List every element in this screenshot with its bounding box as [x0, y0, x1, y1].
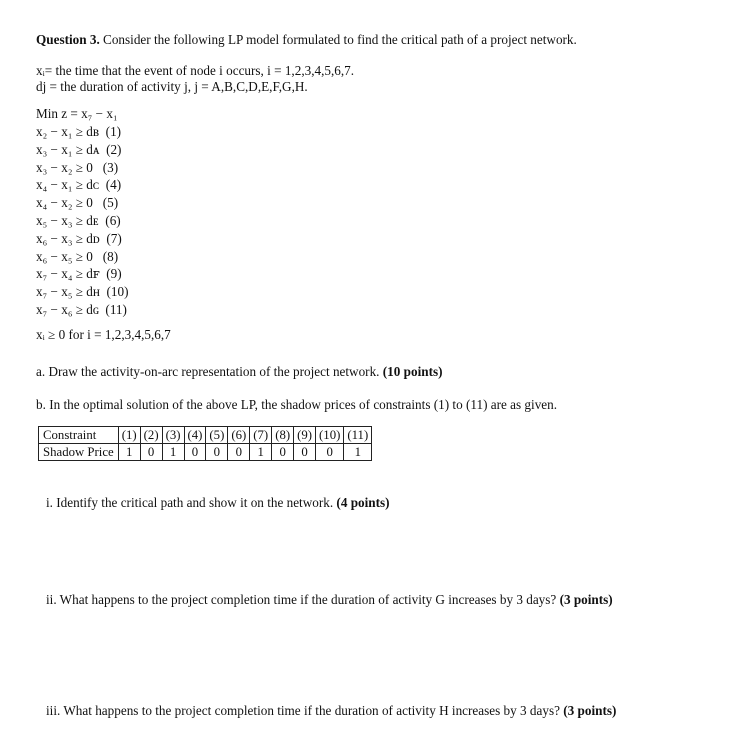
table-cell: (7): [250, 427, 272, 444]
part-a-points: (10 points): [382, 364, 443, 379]
constraint-row: [36, 248, 118, 265]
shadow-price-table: [38, 426, 372, 461]
constraint-row: [36, 265, 122, 282]
table-header-row: [39, 427, 372, 444]
table-cell: (3): [162, 427, 184, 444]
question-heading: [36, 32, 577, 48]
part-a-text: a. Draw the activity-on-arc representation of the project network.: [36, 364, 380, 379]
constraint-row: [36, 301, 127, 318]
table-cell: (6): [228, 427, 250, 444]
sub-question-text: ii. What happens to the project completion time if the duration of activity G increases by 3 days?: [46, 592, 557, 607]
table-cell: 0: [272, 444, 294, 461]
constraint-num: (11): [105, 302, 127, 317]
table-cell: (5): [206, 427, 228, 444]
constraint-expr: x₄ − x₁ ≥ dᴄ: [36, 177, 100, 192]
constraint-expr: x₇ − x₄ ≥ dꜰ: [36, 266, 100, 281]
constraint-expr: x₂ − x₁ ≥ dʙ: [36, 124, 100, 139]
constraint-expr: x₃ − x₂ ≥ 0: [36, 160, 93, 175]
table-cell: 0: [228, 444, 250, 461]
table-cell: 0: [294, 444, 316, 461]
sub-question-text: i. Identify the critical path and show it on the network.: [46, 495, 334, 510]
table-cell: (9): [294, 427, 316, 444]
question-label: Question 3.: [36, 32, 100, 47]
constraint-row: [36, 141, 121, 158]
constraint-row: [36, 123, 121, 140]
constraint-row: [36, 159, 118, 176]
table-cell: (2): [140, 427, 162, 444]
constraint-expr: x₇ − x₆ ≥ dɢ: [36, 302, 99, 317]
constraint-num: (1): [105, 124, 122, 139]
constraint-row: [36, 212, 121, 229]
definition-x: xᵢ= the time that the event of node i occurs, i = 1,2,3,4,5,6,7.: [36, 63, 355, 78]
constraint-num: (10): [106, 284, 129, 299]
table-cell: Constraint: [39, 427, 119, 444]
table-value-row: [39, 444, 372, 461]
constraint-row: [36, 176, 121, 193]
sub-question-text: iii. What happens to the project completion time if the duration of activity H increases by 3 days?: [46, 703, 560, 718]
constraint-row: [36, 230, 122, 247]
table-cell: 1: [344, 444, 372, 461]
constraint-expr: x₇ − x₅ ≥ dʜ: [36, 284, 100, 299]
sub-question-iii: [46, 703, 616, 719]
constraint-num: (6): [105, 213, 121, 228]
constraint-expr: x₆ − x₃ ≥ dᴅ: [36, 231, 100, 246]
table-cell: 1: [162, 444, 184, 461]
table-cell: 1: [250, 444, 272, 461]
sub-question-points: (3 points): [559, 592, 613, 607]
constraint-num: (2): [106, 142, 122, 157]
constraint-num: (3): [102, 160, 119, 175]
constraint-num: (7): [106, 231, 122, 246]
table-cell: 0: [184, 444, 206, 461]
table-cell: (8): [272, 427, 294, 444]
definition-d: dj = the duration of activity j, j = A,B,C,D,E,F,G,H.: [36, 79, 308, 94]
table-cell: 1: [118, 444, 140, 461]
table-cell: 0: [206, 444, 228, 461]
constraint-expr: x₄ − x₂ ≥ 0: [36, 195, 93, 210]
constraint-expr: x₃ − x₁ ≥ dᴀ: [36, 142, 100, 157]
table-cell: Shadow Price: [39, 444, 119, 461]
constraint-row: [36, 283, 128, 300]
sub-question-i: [46, 495, 390, 511]
nonnegativity-constraint: xᵢ ≥ 0 for i = 1,2,3,4,5,6,7: [36, 327, 171, 342]
table-cell: 0: [140, 444, 162, 461]
table-cell: (4): [184, 427, 206, 444]
sub-question-points: (3 points): [563, 703, 617, 718]
sub-question-points: (4 points): [336, 495, 390, 510]
constraint-num: (9): [106, 266, 122, 281]
constraint-expr: x₆ − x₅ ≥ 0: [36, 249, 93, 264]
part-b: b. In the optimal solution of the above LP, the shadow prices of constraints (1) to (11) are as given.: [36, 397, 558, 412]
table-cell: 0: [316, 444, 344, 461]
constraint-num: (4): [105, 177, 122, 192]
table-cell: (11): [344, 427, 372, 444]
constraint-row: [36, 194, 118, 211]
part-a: [36, 364, 442, 380]
table-cell: (10): [316, 427, 344, 444]
sub-question-ii: [46, 592, 613, 608]
constraint-expr: x₅ − x₃ ≥ dᴇ: [36, 213, 99, 228]
question-text: Consider the following LP model formulated to find the critical path of a project network.: [103, 32, 577, 47]
constraint-num: (8): [102, 249, 119, 264]
constraint-num: (5): [102, 195, 119, 210]
table-cell: (1): [118, 427, 140, 444]
objective-function: Min z = x₇ − x₁: [36, 106, 118, 121]
